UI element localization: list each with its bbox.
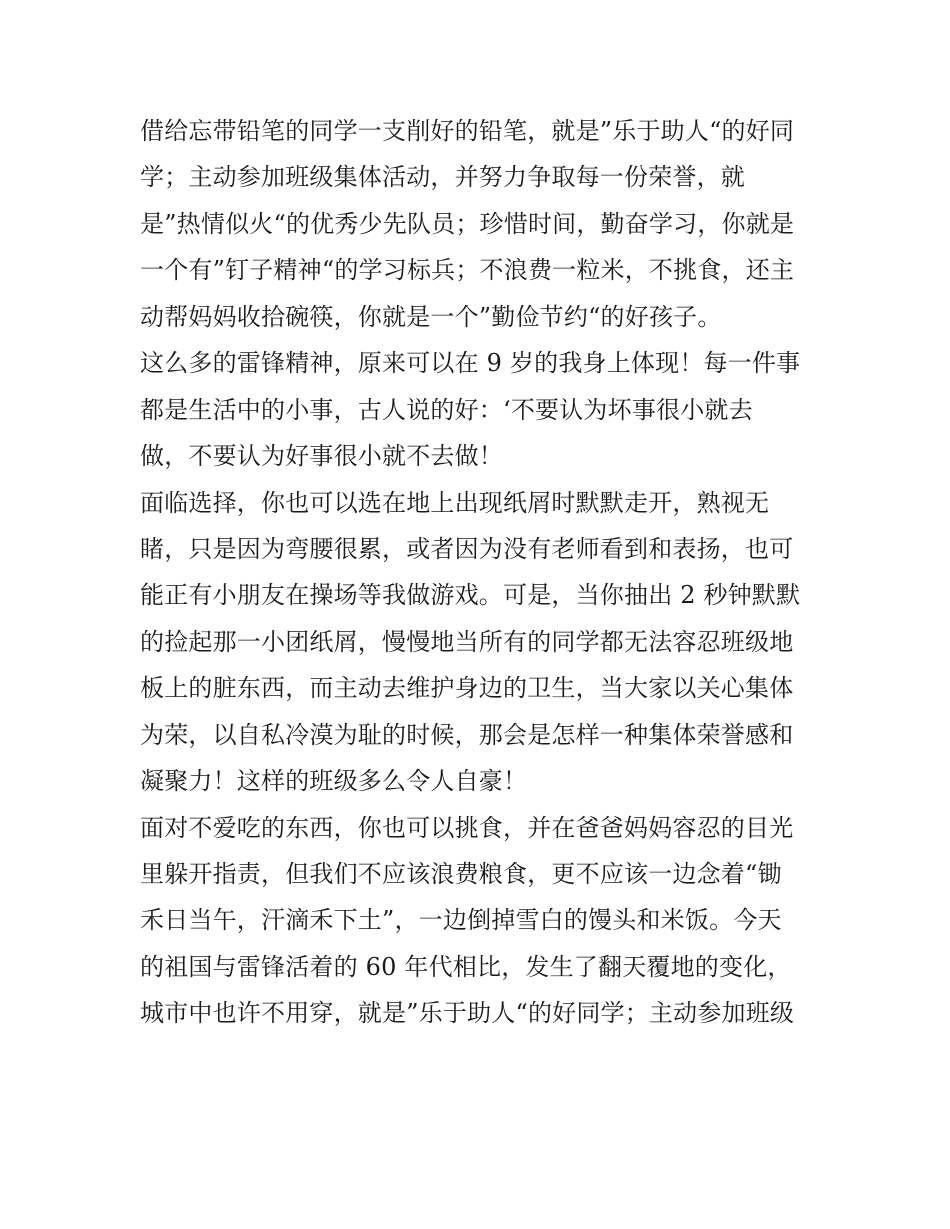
text-line: 的捡起那一小团纸屑，慢慢地当所有的同学都无法容忍班级地 — [140, 627, 794, 656]
text-line: 都是生活中的小事，古人说的好：‘不要认为坏事很小就去 — [140, 395, 753, 424]
text-line: 一个有”钉子精神“的学习标兵；不浪费一粒米，不挑食，还主 — [140, 256, 795, 285]
text-line: 面临选择，你也可以选在地上出现纸屑时默默走开，熟视无 — [140, 488, 770, 517]
text-line: 城市中也许不用穿，就是”乐于助人“的好同学；主动参加班级 — [140, 999, 795, 1028]
text-line: 能正有小朋友在操场等我做游戏。可是，当你抽出 2 秒钟默默 — [140, 581, 801, 610]
text-line: 借给忘带铅笔的同学一支削好的铅笔，就是”乐于助人“的好同 — [140, 117, 795, 145]
text-line: 的祖国与雷锋活着的 60 年代相比，发生了翻天覆地的变化， — [140, 952, 792, 981]
text-line: 这么多的雷锋精神，原来可以在 9 岁的我身上体现！每一件事 — [140, 349, 801, 378]
text-line: 里躲开指责，但我们不应该浪费粮食，更不应该一边念着“锄 — [140, 860, 782, 888]
text-line: 是”热情似火“的优秀少先队员；珍惜时间，勤奋学习，你就是 — [140, 209, 795, 238]
text-line: 面对不爱吃的东西，你也可以挑食，并在爸爸妈妈容忍的目光 — [140, 813, 794, 842]
text-line: 做，不要认为好事很小就不去做！ — [140, 442, 503, 471]
text-line: 为荣，以自私冷漠为耻的时候，那会是怎样一种集体荣誉感和 — [140, 720, 794, 749]
text-line: 板上的脏东西，而主动去维护身边的卫生，当大家以关心集体 — [140, 674, 794, 703]
body-text — [140, 108, 820, 1037]
text-line: 凝聚力！这样的班级多么令人自豪！ — [140, 767, 528, 796]
text-line: 动帮妈妈收拾碗筷，你就是一个”勤俭节约“的好孩子。 — [140, 302, 722, 331]
text-line: 禾日当午，汗滴禾下土”，一边倒掉雪白的馒头和米饭。今天 — [140, 906, 782, 935]
text-line: 学；主动参加班级集体活动，并努力争取每一份荣誉，就 — [140, 163, 745, 192]
text-line: 睹，只是因为弯腰很累，或者因为没有老师看到和表扬，也可 — [140, 534, 794, 563]
